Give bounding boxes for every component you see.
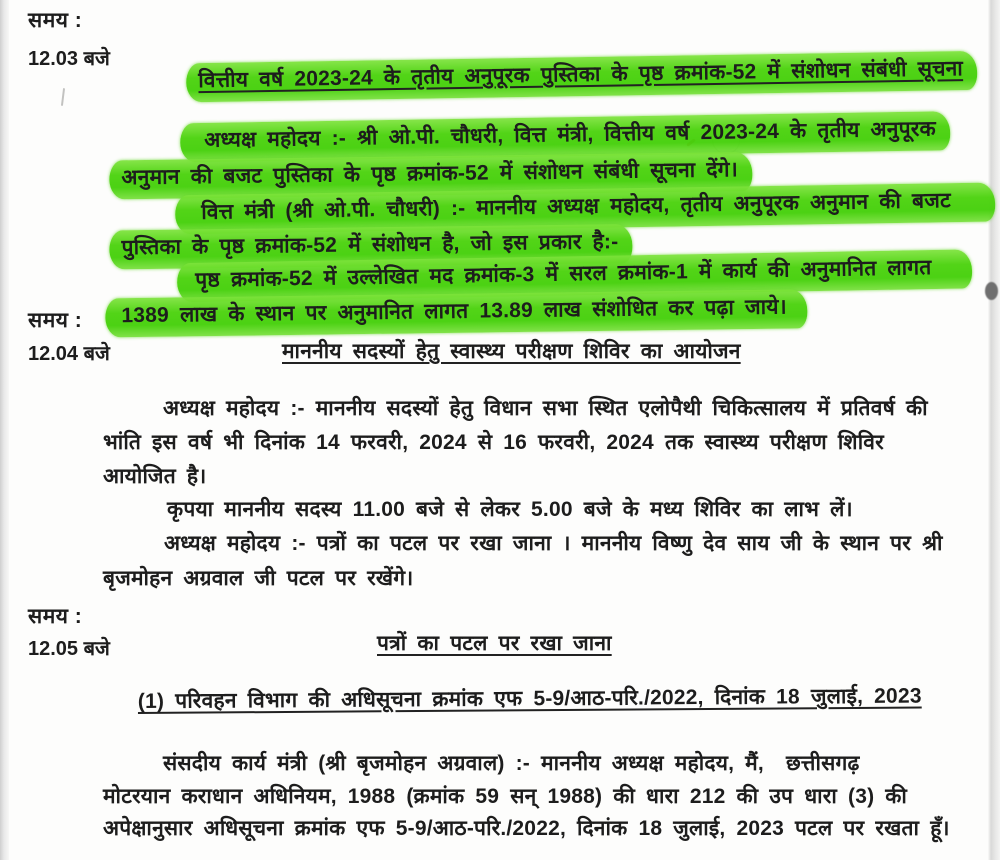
section2-heading: माननीय सदस्यों हेतु स्वास्थ्य परीक्षण शिविर का आयोजन — [282, 340, 741, 363]
scan-artifact-dot — [985, 282, 998, 300]
time-label-3: समय : — [28, 605, 83, 628]
section2-para3-line1: अध्यक्ष महोदय :- पत्रों का पटल पर रखा जाना । माननीय विष्णु देव साय जी के स्थान पर श्री — [164, 532, 943, 555]
highlight-stroke-p3l1: पृष्ठ क्रमांक-52 में उल्लेखित मद क्रमांक-3 में सरल क्रमांक-1 में कार्य की अनुमानित लागत — [177, 249, 972, 302]
section2-para3-line2: बृजमोहन अग्रवाल जी पटल पर रखेंगे। — [103, 567, 414, 590]
section2-para1-line2: भांति इस वर्ष भी दिनांक 14 फरवरी, 2024 से 16 फरवरी, 2024 तक स्वास्थ्य परीक्षण शिविर — [103, 431, 884, 454]
section3-subheading: (1) परिवहन विभाग की अधिसूचना क्रमांक एफ 5-9/आठ-परि./2022, दिनांक 18 जुलाई, 2023 — [137, 684, 922, 714]
highlight-stroke-p1l2: अनुमान की बजट पुस्तिका के पृष्ठ क्रमांक-52 में संशोधन संबंधी सूचना देंगे। — [109, 152, 752, 199]
time-value-1: 12.03 बजे — [28, 48, 110, 70]
section2-para1-line3: आयोजित है। — [103, 465, 207, 488]
section3-para1-line3: अपेक्षानुसार अधिसूचना क्रमांक एफ 5-9/आठ-परि./2022, दिनांक 18 जुलाई, 2023 पटल पर रखता हूँ। — [103, 817, 950, 840]
time-value-2: 12.04 बजे — [28, 343, 110, 365]
section2-para1-line1: अध्यक्ष महोदय :- माननीय सदस्यों हेतु विधान सभा स्थित एलोपैथी चिकित्सालय में प्रतिवर्ष की — [163, 397, 928, 420]
highlight-stroke-p3l2: 1389 लाख के स्थान पर अनुमानित लागत 13.89 लाख संशोधित कर पढ़ा जाये। — [105, 289, 807, 337]
section3-heading: पत्रों का पटल पर रखा जाना — [377, 632, 612, 655]
scan-edge-left — [0, 0, 9, 860]
section3-para1-line2: मोटरयान कराधान अधिनियम, 1988 (क्रमांक 59 सन् 1988) की धारा 212 की उप धारा (3) की — [103, 785, 908, 808]
scan-edge-right — [988, 0, 1000, 860]
time-label-1: समय : — [28, 9, 83, 32]
section2-para2-line1: कृपया माननीय सदस्य 11.00 बजे से लेकर 5.00 बजे के मध्य शिविर का लाभ लें। — [167, 498, 853, 521]
highlight-stroke-heading1: वित्तीय वर्ष 2023-24 के तृतीय अनुपूरक पुस्तिका के पृष्ठ क्रमांक-52 में संशोधन संबंधी सूचना — [186, 51, 977, 102]
highlight-stroke-p1l1: अध्यक्ष महोदय :- श्री ओ.पी. चौधरी, वित्त मंत्री, वित्तीय वर्ष 2023-24 के तृतीय अनुपूरक — [180, 111, 950, 162]
highlight-stroke-p2l2: पुस्तिका के पृष्ठ क्रमांक-52 में संशोधन है, जो इस प्रकार है:- — [109, 224, 632, 269]
scan-artifact-pencil-mark — [61, 88, 65, 106]
highlight-stroke-p2l1: वित्त मंत्री (श्री ओ.पी. चौधरी) :- माननीय अध्यक्ष महोदय, तृतीय अनुपूरक अनुमान की बजट — [175, 182, 995, 234]
time-value-3: 12.05 बजे — [28, 638, 110, 660]
section3-para1-line1: संसदीय कार्य मंत्री (श्री बृजमोहन अग्रवाल) :- माननीय अध्यक्ष महोदय, मैं, छत्तीसगढ़ — [163, 752, 860, 775]
time-label-2: समय : — [28, 309, 83, 332]
